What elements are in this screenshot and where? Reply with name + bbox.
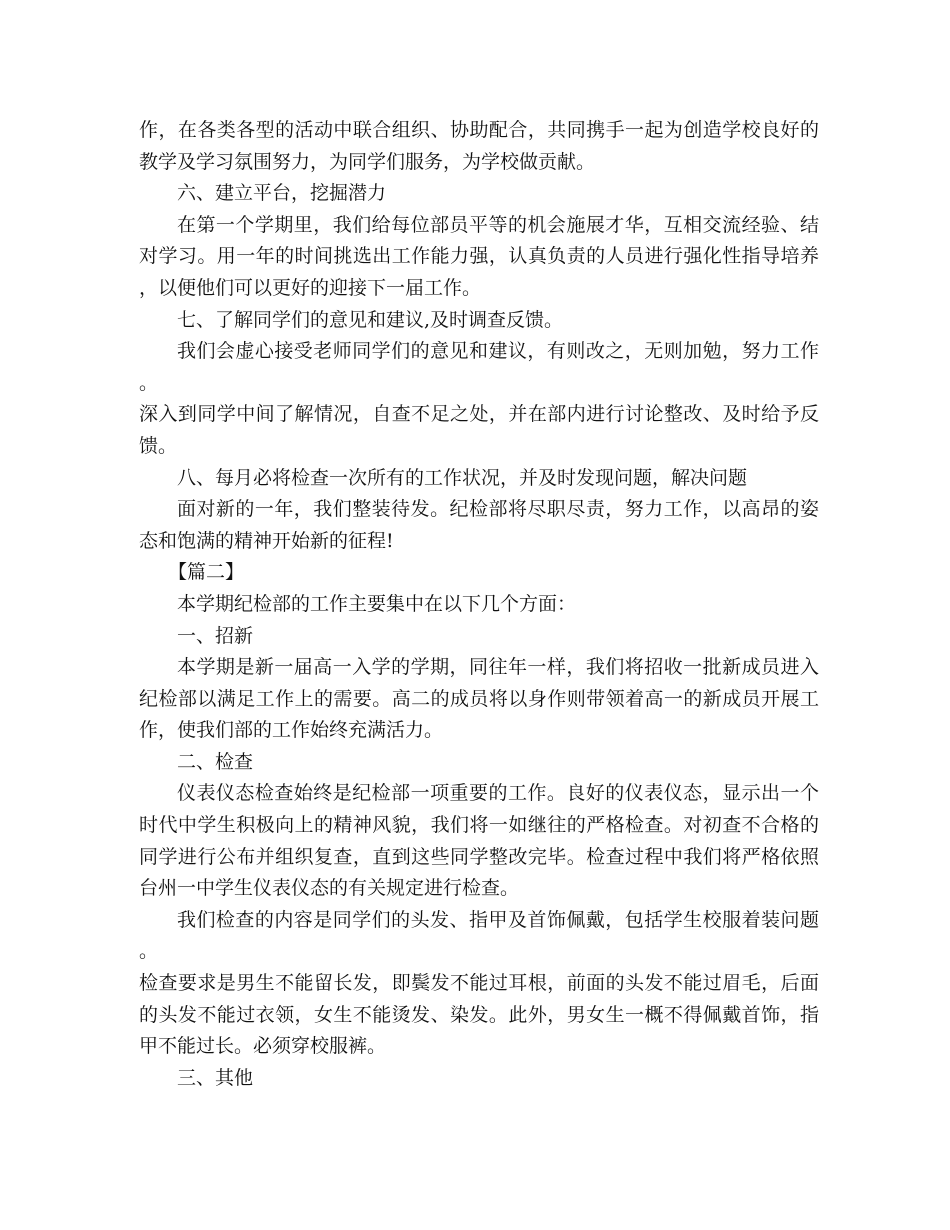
paragraph-intro: 本学期纪检部的工作主要集中在以下几个方面： xyxy=(177,592,577,615)
section-heading-7: 七、了解同学们的意见和建议,及时调查反馈。 xyxy=(177,308,564,331)
paragraph-inspection: 仪表仪态检查始终是纪检部一项重要的工作。良好的仪表仪态，显示出一个时代中学生积极向上的精神风貌，我们将一如继往的严格检查。对初查不合格的同学进行公布并组织复查，直到这些同学整改完毕。检查过程中我们将严格依照台州一中学生仪表仪态的有关规定进行检查。 xyxy=(139,782,819,900)
document-body xyxy=(139,115,819,1094)
paragraph-feedback: 我们会虚心接受老师同学们的意见和建议，有则改之，无则加勉，努力工作。 xyxy=(139,340,819,394)
paragraph-inspection-rules: 检查要求是男生不能留长发，即鬓发不能过耳根，前面的头发不能过眉毛，后面的头发不能过衣领，女生不能烫发、染发。此外，男女生一概不得佩戴首饰，指甲不能过长。必须穿校服裤。 xyxy=(139,972,819,1058)
paragraph-continuation: 作，在各类各型的活动中联合组织、协助配合，共同携手一起为创造学校良好的教学及学习氛围努力，为同学们服务，为学校做贡献。 xyxy=(139,119,819,173)
paragraph-inspection-content: 我们检查的内容是同学们的头发、指甲及首饰佩戴，包括学生校服着装问题。 xyxy=(139,908,819,963)
section-heading-3: 三、其他 xyxy=(177,1066,254,1089)
section-heading-2: 二、检查 xyxy=(177,750,254,773)
part-two-title: 【篇二】 xyxy=(168,561,245,584)
section-heading-1: 一、招新 xyxy=(177,624,254,647)
paragraph-feedback-cont: 深入到同学中间了解情况，自查不足之处，并在部内进行讨论整改、及时给予反馈。 xyxy=(139,403,819,457)
paragraph-platform: 在第一个学期里，我们给每位部员平等的机会施展才华，互相交流经验、结对学习。用一年的时间挑选出工作能力强，认真负责的人员进行强化性指导培养，以便他们可以更好的迎接下一届工作。 xyxy=(139,213,819,299)
section-heading-8: 八、每月必将检查一次所有的工作状况，并及时发现问题，解决问题 xyxy=(177,466,748,489)
paragraph-new-year: 面对新的一年，我们整装待发。纪检部将尽职尽责，努力工作，以高昂的姿态和饱满的精神开始新的征程! xyxy=(139,498,819,552)
section-heading-6: 六、建立平台，挖掘潜力 xyxy=(177,182,387,205)
paragraph-recruit: 本学期是新一届高一入学的学期，同往年一样，我们将招收一批新成员进入纪检部以满足工作上的需要。高二的成员将以身作则带领着高一的新成员开展工作，使我们部的工作始终充满活力。 xyxy=(139,656,819,742)
